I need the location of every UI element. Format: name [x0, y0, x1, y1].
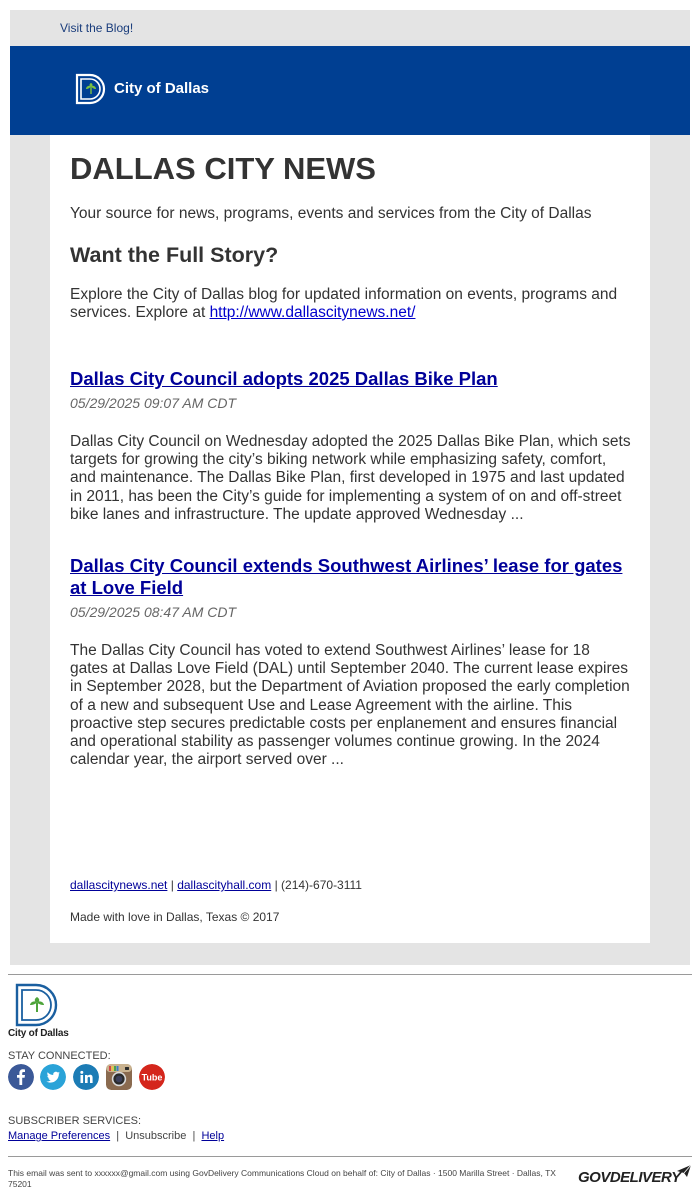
- divider: [8, 974, 692, 975]
- banner-title: City of Dallas: [114, 80, 210, 97]
- unsubscribe-link[interactable]: Unsubscribe: [125, 1130, 187, 1142]
- newsletter-frame: [10, 10, 690, 965]
- linkedin-icon[interactable]: [73, 1064, 99, 1090]
- paper-plane-icon: [676, 1164, 692, 1178]
- full-story-heading: Want the Full Story?: [70, 243, 279, 267]
- link-separator: |: [186, 1130, 202, 1142]
- govdelivery-brand: GOVDELIVERY: [578, 1169, 681, 1186]
- article-1: [70, 368, 632, 524]
- made-with-love: Made with love in Dallas, Texas © 2017: [70, 910, 280, 924]
- sent-notice: This email was sent to xxxxxx@gmail.com using GovDelivery Communications Cloud on behalf of: City of Dallas · 1500 Marilla Street · Dallas, TX 75201: [8, 1168, 556, 1189]
- seal-label: City of Dallas: [8, 1028, 69, 1039]
- divider: [8, 1156, 692, 1157]
- dallascityhall-link[interactable]: dallascityhall.com: [177, 878, 272, 892]
- article-1-date: 05/29/2025 09:07 AM CDT: [70, 395, 237, 411]
- city-of-dallas-logo-icon[interactable]: [74, 72, 108, 106]
- dallascitynews-link[interactable]: dallascitynews.net: [70, 878, 168, 892]
- page-title: DALLAS CITY NEWS: [70, 151, 376, 186]
- city-of-dallas-seal-icon[interactable]: [14, 983, 60, 1027]
- visit-blog-link[interactable]: Visit the Blog!: [60, 21, 134, 35]
- news-content: [70, 151, 632, 769]
- footer-separator: |: [167, 878, 178, 892]
- header-banner: [10, 46, 690, 135]
- article-2-summary: The Dallas City Council has voted to extend Southwest Airlines’ lease for 18 gates at Dallas Love Field (DAL) until September 2040. The current lease expires in September 2028, but the Department of Aviation proposed the early completion of a new and subsequent Use and Lease Agreement with the airline. This proactive step secures predictable costs per enplanement and ensures financial and operational stability as passenger volumes continue growing. In the 2024 calendar year, the airport served over ...: [70, 642, 630, 769]
- link-separator: |: [110, 1130, 126, 1142]
- footer-separator: |: [271, 878, 282, 892]
- article-1-summary: Dallas City Council on Wednesday adopted the 2025 Dallas Bike Plan, which sets targets for growing the city’s biking network while emphasizing safety, comfort, and maintenance. The Dallas Bike Plan, first developed in 1975 and last updated in 2011, has been the City’s guide for implementing a system of on and off-street bike lanes and infrastructure. The update approved Wednesday ...: [70, 433, 631, 523]
- twitter-icon[interactable]: [40, 1064, 66, 1090]
- youtube-icon[interactable]: [139, 1064, 165, 1090]
- instagram-icon[interactable]: [106, 1064, 132, 1090]
- blog-url-link[interactable]: http://www.dallascitynews.net/: [209, 304, 416, 321]
- facebook-icon[interactable]: [8, 1064, 34, 1090]
- govdelivery-logo[interactable]: [578, 1164, 692, 1192]
- stay-connected-label: STAY CONNECTED:: [8, 1050, 111, 1062]
- svg-text:Tube: Tube: [141, 1072, 163, 1083]
- footer-contact-line: [70, 878, 362, 892]
- subscriber-links: [8, 1130, 224, 1142]
- explore-text: Explore the City of Dallas blog for updated information on events, programs and services. Explore at: [70, 286, 618, 321]
- article-2-date: 05/29/2025 08:47 AM CDT: [70, 604, 237, 621]
- explore-paragraph: [70, 286, 632, 322]
- news-card: [50, 135, 650, 943]
- article-2: [70, 555, 632, 769]
- article-1-title-link[interactable]: Dallas City Council adopts 2025 Dallas Bike Plan: [70, 368, 498, 389]
- subscriber-services-label: SUBSCRIBER SERVICES:: [8, 1115, 142, 1127]
- help-link[interactable]: Help: [201, 1130, 225, 1142]
- phone-number: (214)-670-3111: [281, 878, 362, 892]
- tagline: Your source for news, programs, events and services from the City of Dallas: [70, 205, 592, 222]
- manage-preferences-link[interactable]: Manage Preferences: [8, 1130, 111, 1142]
- article-2-title-link[interactable]: Dallas City Council extends Southwest Airlines’ lease for gates at Love Field: [70, 555, 623, 599]
